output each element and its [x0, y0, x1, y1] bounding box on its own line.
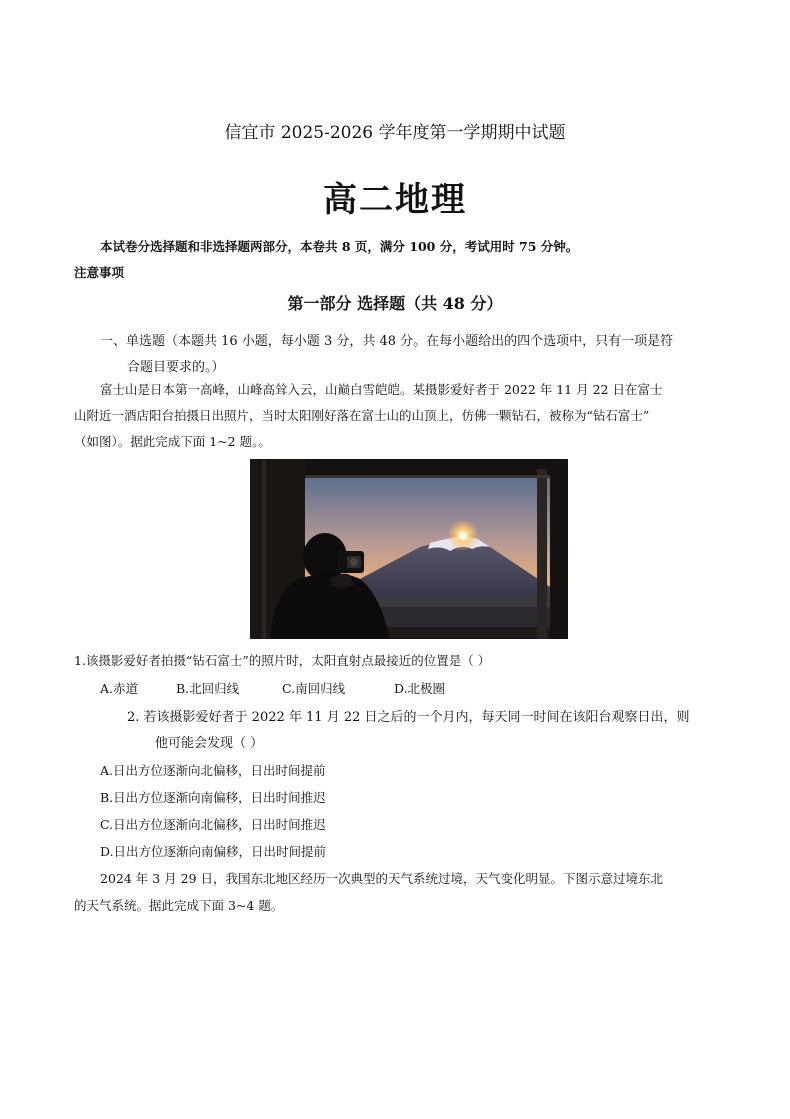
q1-option-a: A.赤道: [100, 681, 139, 696]
photo-fuji-sunrise-icon: [250, 459, 568, 639]
instructions-line1: 一、单选题（本题共 16 小题，每小题 3 分，共 48 分。在每小题给出的四个选项中，只有一项是符: [100, 334, 674, 349]
q2-option-d: D.日出方位逐渐向南偏移，日出时间提前: [100, 844, 327, 859]
q1-stem: 1.该摄影爱好者拍摄“钻石富士”的照片时，太阳直射点最接近的位置是（ ）: [74, 653, 491, 668]
passage1-line3: （如图）。据此完成下面 1~2 题。。: [74, 434, 271, 449]
exam-subtitle: 信宜市 2025-2026 学年度第一学期期中试题: [224, 123, 566, 143]
q1-option-d: D.北极圈: [394, 681, 446, 696]
intro-line: 本试卷分选择题和非选择题两部分，本卷共 8 页，满分 100 分，考试用时 75 分钟。: [100, 239, 579, 254]
exam-title: 高二地理: [323, 180, 467, 220]
notice-label: 注意事项: [74, 265, 125, 280]
q2-option-c: C.日出方位逐渐向北偏移，日出时间推迟: [100, 817, 326, 832]
part1-heading: 第一部分 选择题（共 48 分）: [287, 294, 503, 313]
q2-stem-line2: 他可能会发现（ ）: [155, 736, 264, 751]
q1-option-b: B.北回归线: [176, 681, 240, 696]
q2-stem-line1: 2. 若该摄影爱好者于 2022 年 11 月 22 日之后的一个月内，每天同一时间在该阳台观察日出，则: [127, 710, 690, 725]
passage2-line1: 2024 年 3 月 29 日，我国东北地区经历一次典型的天气系统过境，天气变化明显。下图示意过境东北: [100, 871, 664, 886]
q2-option-a: A.日出方位逐渐向北偏移，日出时间提前: [100, 763, 326, 778]
q2-option-b: B.日出方位逐渐向南偏移，日出时间推迟: [100, 790, 326, 805]
q1-option-c: C.南回归线: [282, 681, 346, 696]
fuji-photo: [250, 459, 568, 639]
passage1-line1: 富士山是日本第一高峰，山峰高耸入云，山巅白雪皑皑。某摄影爱好者于 2022 年 11 月 22 日在富士: [100, 382, 663, 397]
instructions-line2: 合题目要求的。）: [127, 360, 225, 375]
passage2-line2: 的天气系统。据此完成下面 3~4 题。: [74, 898, 284, 913]
passage1-line2: 山附近一酒店阳台拍摄日出照片，当时太阳刚好落在富士山的山顶上，仿佛一颗钻石，被称为“钻石富士”: [74, 408, 650, 423]
